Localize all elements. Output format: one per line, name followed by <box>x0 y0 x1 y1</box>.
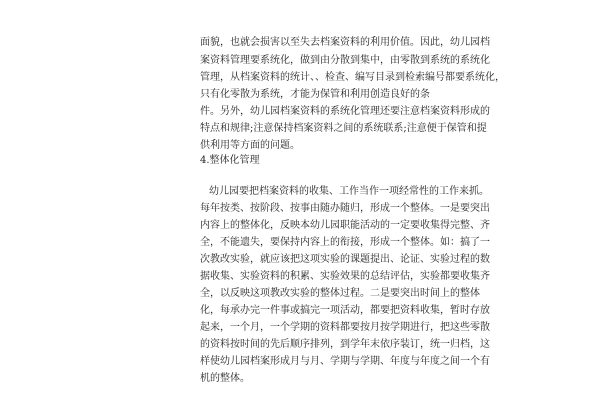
section-heading: 4.整体化管理 <box>200 155 260 166</box>
paragraph-1-line: 特点和规律;注意保持档案资料之间的系统联系;注意便于保管和提 <box>200 123 487 134</box>
paragraph-2-line: 幼儿园要把档案资料的收集、工作当作一项经常性的工作来抓。 <box>209 186 489 197</box>
paragraph-1-line: 案资料管理要系统化，做到由分散到集中，由零散到系统的系统化 <box>200 55 490 66</box>
paragraph-2-line: 每年按类、按阶段、按事由随办随归，形成一个整体。一是要突出 <box>200 203 490 214</box>
paragraph-2-line: 起来，一个月，一个学期的资料都要按月按学期进行，把这些零散 <box>200 322 490 333</box>
paragraph-2-line: 的资料按时间的先后顺序排列，到学年末依序装订，统一归档，这 <box>200 339 490 350</box>
paragraph-2-line: 机的整体。 <box>200 373 250 384</box>
paragraph-2-line: 次教改实验，就应该把这项实验的课题提出、论证、实验过程的数 <box>200 254 490 265</box>
paragraph-2-line: 全，不能遗失，要保持内容上的衔接，形成一个整体。如：搞了一 <box>200 237 490 248</box>
paragraph-1-line: 件。另外，幼儿园档案资料的系统化管理还要注意档案资料形成的 <box>200 106 490 117</box>
paragraph-2-line: 化，每承办完一件事或搞完一项活动，都要把资料收集，暂时存放 <box>200 305 490 316</box>
paragraph-2-line: 内容上的整体化，反映本幼儿园职能活动的一定要收集得完整、齐 <box>200 220 490 231</box>
paragraph-2-line: 全，以反映这项教改实验的整体过程。二是要突出时间上的整体 <box>200 288 480 299</box>
paragraph-2-line: 样使幼儿园档案形成月与月、学期与学期、年度与年度之间一个有 <box>200 356 490 367</box>
paragraph-1-line: 供利用等方面的问题。 <box>200 140 300 151</box>
paragraph-2-line: 据收集、实验资料的积累、实验效果的总结评估，实验都要收集齐 <box>200 271 490 282</box>
paragraph-1-line: 面貌，也就会损害以至失去档案资料的利用价值。因此，幼儿园档 <box>200 37 490 48</box>
paragraph-1-line: 只有化零散为系统，才能为保管和利用创造良好的条 <box>200 89 430 100</box>
paragraph-1-line: 管理，从档案资料的统计、、检查、编写目录到检索编号都要系统化， <box>200 72 505 83</box>
